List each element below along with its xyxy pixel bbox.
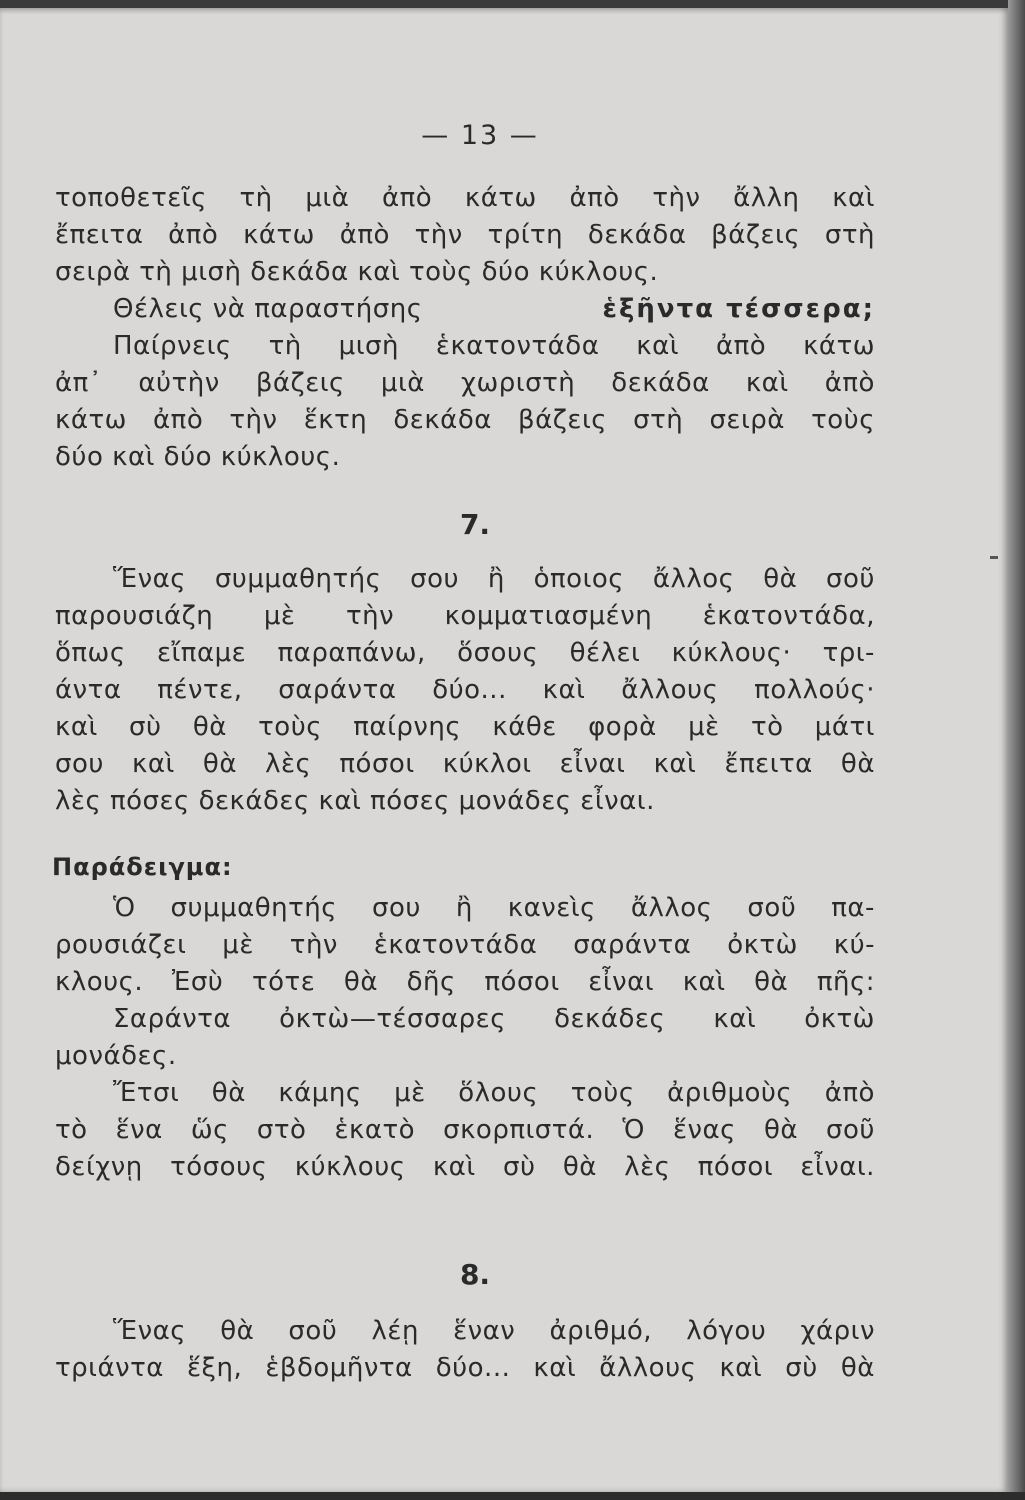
text-line: λὲς πόσες δεκάδες καὶ πόσες μονάδες εἶναι. — [55, 786, 655, 816]
paragraph-block-5 — [55, 1313, 875, 1387]
page-edge-shadow — [1008, 0, 1025, 1500]
text-line: ὅπως εἴπαμε παραπάνω, ὅσους θέλει κύκλους· τρι- — [55, 638, 875, 668]
text-line: Ἕνας θὰ σοῦ λέῃ ἕναν ἀριθμό, λόγου χάριν — [113, 1316, 875, 1346]
example-label: Παράδειγμα: — [52, 853, 233, 881]
book-page — [0, 8, 1008, 1492]
text-line: Παίρνεις τὴ μισὴ ἑκατοντάδα καὶ ἀπὸ κάτω — [113, 331, 875, 361]
text-line: τοποθετεῖς τὴ μιὰ ἀπὸ κάτω ἀπὸ τὴν ἄλλη καὶ — [55, 183, 875, 213]
text-line: καὶ σὺ θὰ τοὺς παίρνης κάθε φορὰ μὲ τὸ μάτι — [55, 712, 875, 742]
question-line — [55, 291, 875, 328]
text-line: άντα πέντε, σαράντα δύο... καὶ ἄλλους πολλούς· — [55, 675, 875, 705]
paragraph-block-1 — [55, 180, 875, 291]
text-line: παρουσιάζη μὲ τὴν κομματιασμένη ἑκατοντάδα, — [55, 601, 875, 631]
section-heading-7: 7. — [459, 508, 491, 541]
text-line: δείχνῃ τόσους κύκλους καὶ σὺ θὰ λὲς πόσοι εἶναι. — [55, 1152, 875, 1182]
paragraph-block-3 — [55, 561, 875, 820]
text-line: τὸ ἕνα ὥς στὸ ἑκατὸ σκορπιστά. Ὁ ἕνας θὰ σοῦ — [55, 1115, 875, 1145]
text-line: ἔπειτα ἀπὸ κάτω ἀπὸ τὴν τρίτη δεκάδα βάζεις στὴ — [55, 220, 875, 250]
text-line: Σαράντα ὀκτὼ—τέσσαρες δεκάδες καὶ ὀκτὼ — [113, 1004, 875, 1034]
question-bold-number: ἑξῆντα τέσσερα; — [602, 294, 875, 324]
section-heading-8: 8. — [459, 1258, 491, 1291]
paragraph-block-4 — [55, 890, 875, 1186]
text-line: Ἕνας συμμαθητής σου ἢ ὁποιος ἄλλος θὰ σοῦ — [113, 564, 875, 594]
text-line: δύο καὶ δύο κύκλους. — [55, 442, 341, 472]
text-line: τριάντα ἕξη, ἑβδομῆντα δύο... καὶ ἄλλους καὶ σὺ θὰ — [55, 1353, 875, 1383]
page-bottom-edge — [0, 1492, 1025, 1500]
margin-mark — [990, 556, 998, 559]
text-line: κλους. Ἐσὺ τότε θὰ δῆς πόσοι εἶναι καὶ θὰ πῆς: — [55, 967, 875, 997]
paragraph-block-2 — [55, 328, 875, 476]
text-line: κάτω ἀπὸ τὴν ἕκτη δεκάδα βάζεις στὴ σειρὰ τοὺς — [55, 405, 875, 435]
text-line: σου καὶ θὰ λὲς πόσοι κύκλοι εἶναι καὶ ἔπειτα θὰ — [55, 749, 875, 779]
text-line: Ἔτσι θὰ κάμης μὲ ὅλους τοὺς ἀριθμοὺς ἀπὸ — [113, 1078, 875, 1108]
text-line: σειρὰ τὴ μισὴ δεκάδα καὶ τοὺς δύο κύκλους. — [55, 257, 659, 287]
question-text: Θέλεις νὰ παραστήσης — [113, 294, 423, 324]
text-line: ἀπ᾽ αὐτὴν βάζεις μιὰ χωριστὴ δεκάδα καὶ ἀπὸ — [55, 368, 875, 398]
question-paragraph — [55, 291, 875, 328]
text-line: Ὁ συμμαθητής σου ἢ κανεὶς ἄλλος σοῦ πα- — [113, 893, 875, 923]
page-number: — 13 — — [421, 120, 539, 151]
text-line: ρουσιάζει μὲ τὴν ἑκατοντάδα σαράντα ὀκτὼ κύ- — [55, 930, 875, 960]
text-line: μονάδες. — [55, 1041, 177, 1071]
